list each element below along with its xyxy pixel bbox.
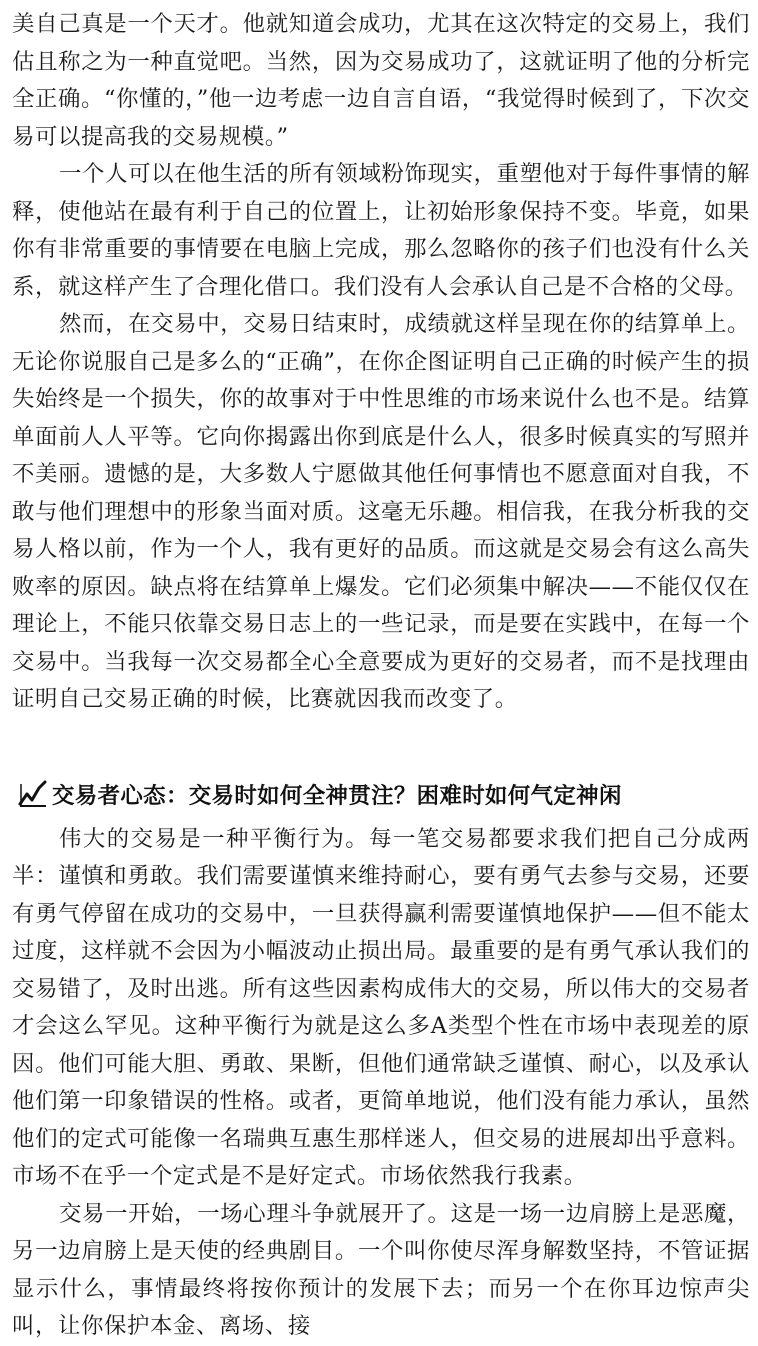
paragraph-5: 交易一开始，一场心理斗争就展开了。这是一场一边肩膀上是恶魔，另一边肩膀上是天使的经典剧目。一个叫你使尽浑身解数坚持，不管证据显示什么，事情最终将按你预计的发展下去；而另一个在你耳边惊声尖叫，让你保护本金、离场、接 xyxy=(12,1200,750,1339)
book-page xyxy=(12,6,750,1346)
paragraph-4: 伟大的交易是一种平衡行为。每一笔交易都要求我们把自己分成两半：谨慎和勇敢。我们需要谨慎来维持耐心，要有勇气去参与交易，还要有勇气停留在成功的交易中，一旦获得赢利需要谨慎地保护——但不能太过度，这样就不会因为小幅波动止损出局。最重要的是有勇气承认我们的交易错了，及时出逃。所有这些因素构成伟大的交易，所以伟大的交易者才会这么罕见。这种平衡行为就是这么多A类型个性在市场中表现差的原因。他们可能大胆、勇敢、果断，但他们通常缺乏谨慎、耐心，以及承认他们第一印象错误的性格。或者，更简单地说，他们没有能力承认，虽然他们的定式可能像一名瑞典互惠生那样迷人，但交易的进展却出乎意料。市场不在乎一个定式是不是好定式。市场依然我行我素。 xyxy=(12,825,750,1189)
paragraph-3: 然而，在交易中，交易日结束时，成绩就这样呈现在你的结算单上。无论你说服自己是多么的“正确”，在你企图证明自己正确的时候产生的损失始终是一个损失，你的故事对于中性思维的市场来说什么也不是。结算单面前人人平等。它向你揭露出你到底是什么人，很多时候真实的写照并不美丽。遗憾的是，大多数人宁愿做其他任何事情也不愿意面对自我，不敢与他们理想中的形象当面对质。这毫无乐趣。相信我，在我分析我的交易人格以前，作为一个人，我有更好的品质。而这就是交易会有这么高失败率的原因。缺点将在结算单上爆发。它们必须集中解决——不能仅仅在理论上，不能只依靠交易日志上的一些记录，而是要在实践中，在每一个交易中。当我每一次交易都全心全意要成为更好的交易者，而不是找理由证明自己交易正确的时候，比赛就因我而改变了。 xyxy=(12,311,750,712)
paragraph-1: 美自己真是一个天才。他就知道会成功，尤其在这次特定的交易上，我们估且称之为一种直觉吧。当然，因为交易成功了，这就证明了他的分析完全正确。“你懂的，”他一边考虑一边自言自语，“我觉得时候到了，下次交易可以提高我的交易规模。” xyxy=(12,11,750,150)
section-title: 交易者心态：交易时如何全神贯注？困难时如何气定神闲 xyxy=(52,782,622,809)
section-heading xyxy=(12,769,750,819)
chart-check-icon xyxy=(18,780,48,808)
paragraph-2: 一个人可以在他生活的所有领域粉饰现实，重塑他对于每件事情的解释，使他站在最有利于自己的位置上，让初始形象保持不变。毕竟，如果你有非常重要的事情要在电脑上完成，那么忽略你的孩子们也没有什么关系，就这样产生了合理化借口。我们没有人会承认自己是不合格的父母。 xyxy=(12,161,750,300)
